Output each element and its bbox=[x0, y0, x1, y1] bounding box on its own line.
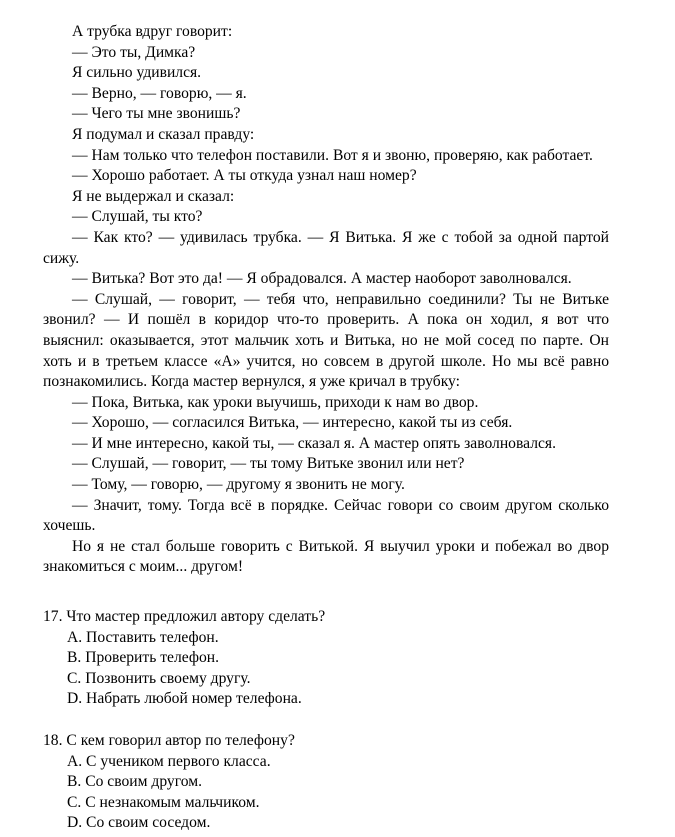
answer-option-a[interactable]: A. С учеником первого класса. bbox=[67, 752, 271, 770]
story-paragraph: — Хорошо работает. А ты откуда узнал наш номер? bbox=[72, 167, 417, 185]
story-paragraph: — Нам только что телефон поставили. Вот я и звоню, проверяю, как работает. bbox=[72, 146, 593, 164]
answer-option-b[interactable]: B. Со своим другом. bbox=[67, 773, 202, 791]
answer-option-c[interactable]: C. С незнакомым мальчиком. bbox=[67, 793, 260, 811]
story-paragraph: Я подумал и сказал правду: bbox=[72, 125, 255, 143]
story-paragraph: — Как кто? — удивилась трубка. — Я Витька. Я же с тобой за одной партой сижу. bbox=[43, 228, 609, 267]
story-paragraph: — Слушай, — говорит, — тебя что, неправильно соединили? Ты не Витьке звонил? — И пошёл в коридор что-то проверить. А пока он ходил, я вот что выяснил: оказывается, этот мальчик хоть и Витька, но не мой сосед по парте. Он хоть и в третьем классе «А» учится, но совсем в другой школе. Но мы всё равно познакомились. Когда мастер вернулся, я уже кричал в трубку: bbox=[43, 290, 609, 391]
question-17 bbox=[43, 607, 609, 710]
story-paragraph: — Витька? Вот это да! — Я обрадовался. А мастер наоборот заволновался. bbox=[72, 270, 572, 288]
story-paragraph: — Слушай, — говорит, — ты тому Витьке звонил или нет? bbox=[72, 455, 465, 473]
story-paragraph: — Тому, — говорю, — другому я звонить не могу. bbox=[72, 476, 405, 494]
answer-option-b[interactable]: B. Проверить телефон. bbox=[67, 649, 219, 667]
question-title: 18. С кем говорил автор по телефону? bbox=[43, 732, 295, 749]
answer-option-d[interactable]: D. Набрать любой номер телефона. bbox=[67, 690, 302, 708]
story-paragraph: Я сильно удивился. bbox=[72, 64, 202, 82]
answer-option-d[interactable]: D. Со своим соседом. bbox=[67, 814, 211, 832]
question-title: 17. Что мастер предложил автору сделать? bbox=[43, 608, 326, 625]
question-18 bbox=[43, 731, 609, 834]
story-paragraph: — Слушай, ты кто? bbox=[72, 208, 203, 226]
story-paragraph: А трубка вдруг говорит: bbox=[72, 23, 233, 40]
story-paragraph: — Хорошо, — согласился Витька, — интересно, какой ты из себя. bbox=[72, 414, 513, 432]
answer-option-a[interactable]: A. Поставить телефон. bbox=[67, 628, 219, 646]
story-paragraph: — Верно, — говорю, — я. bbox=[72, 84, 247, 102]
story-text bbox=[43, 22, 609, 578]
story-paragraph: — И мне интересно, какой ты, — сказал я. А мастер опять заволновался. bbox=[72, 434, 556, 452]
story-paragraph: — Это ты, Димка? bbox=[72, 43, 196, 61]
story-paragraph: — Пока, Витька, как уроки выучишь, приходи к нам во двор. bbox=[72, 393, 479, 411]
story-paragraph: Я не выдержал и сказал: bbox=[72, 187, 235, 205]
story-paragraph: — Чего ты мне звонишь? bbox=[72, 105, 241, 123]
story-paragraph: Но я не стал больше говорить с Витькой. Я выучил уроки и побежал во двор знакомиться с моим... другом! bbox=[43, 537, 609, 576]
answer-option-c[interactable]: C. Позвонить своему другу. bbox=[67, 669, 251, 687]
story-paragraph: — Значит, тому. Тогда всё в порядке. Сейчас говори со своим другом сколько хочешь. bbox=[43, 496, 609, 535]
